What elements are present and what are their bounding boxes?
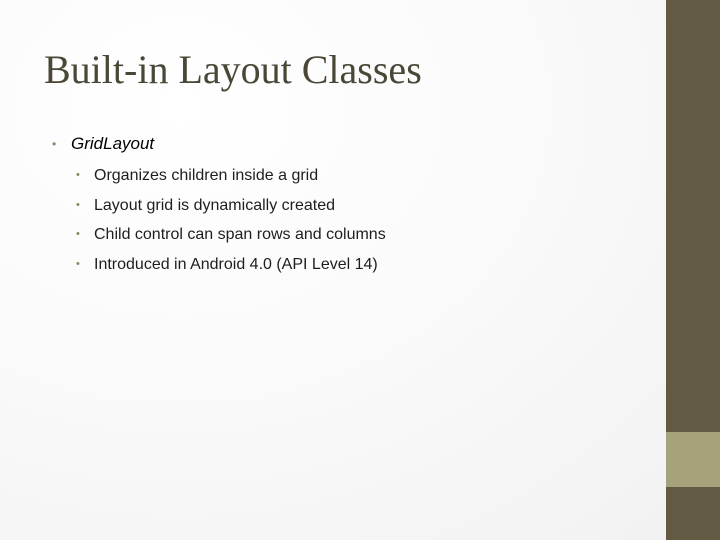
bullet-icon: • — [52, 137, 57, 151]
sub-bullet-text: Introduced in Android 4.0 (API Level 14) — [94, 255, 378, 273]
sub-bullet-item — [52, 191, 652, 221]
bullet-icon: • — [76, 198, 80, 211]
sub-bullet-item — [52, 161, 652, 191]
sub-bullet-item — [52, 220, 652, 250]
main-bullet — [52, 131, 652, 157]
bullet-icon: • — [76, 228, 80, 240]
side-band-accent — [666, 432, 720, 487]
bullet-icon: • — [76, 257, 80, 270]
bullet-icon: • — [76, 169, 80, 181]
slide-title: Built-in Layout Classes — [44, 47, 422, 92]
main-bullet-text: GridLayout — [71, 134, 155, 153]
sub-bullet-item — [52, 250, 652, 280]
slide-body — [52, 131, 652, 279]
sub-bullet-text: Organizes children inside a grid — [94, 167, 319, 184]
sub-bullet-list — [52, 161, 652, 279]
sub-bullet-text: Layout grid is dynamically created — [94, 196, 336, 214]
sub-bullet-text: Child control can span rows and columns — [94, 226, 386, 243]
